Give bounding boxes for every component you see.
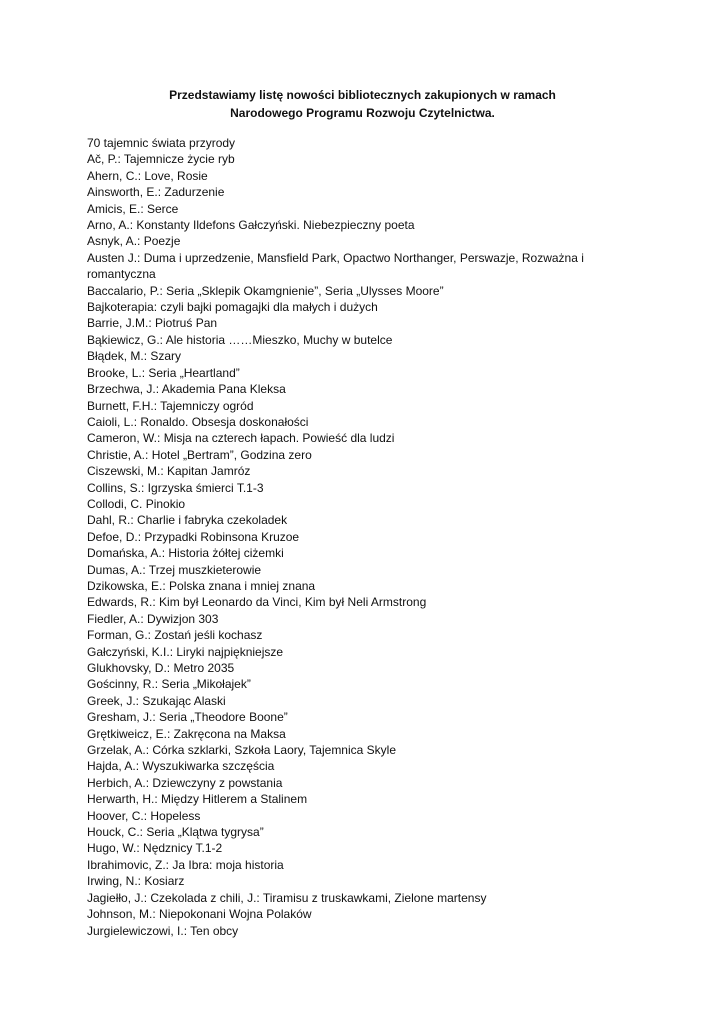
list-item: 70 tajemnic świata przyrody — [87, 136, 236, 150]
list-item: Grzelak, A.: Córka szklarki, Szkoła Laory, Tajemnica Skyle — [87, 743, 396, 758]
list-item: Cameron, W.: Misja na czterech łapach. Powieść dla ludzi — [87, 431, 395, 446]
list-item: Christie, A.: Hotel „Bertram”, Godzina zero — [87, 447, 312, 462]
list-item: Collodi, C. Pinokio — [87, 496, 186, 511]
list-item: Ibrahimovic, Z.: Ja Ibra: moja historia — [87, 857, 284, 872]
heading-line-2: Narodowego Programu Rozwoju Czytelnictwa. — [230, 106, 495, 120]
list-item: Defoe, D.: Przypadki Robinsona Kruzoe — [87, 529, 300, 544]
list-item: Gościnny, R.: Seria „Mikołajek” — [87, 677, 251, 692]
list-item: Fiedler, A.: Dywizjon 303 — [87, 611, 219, 626]
list-item: romantyczna — [87, 267, 156, 282]
list-item: Ainsworth, E.: Zadurzenie — [87, 185, 225, 200]
list-item: Dahl, R.: Charlie i fabryka czekoladek — [87, 513, 288, 528]
list-item: Ciszewski, M.: Kapitan Jamróz — [87, 464, 251, 479]
list-item: Domańska, A.: Historia żółtej ciżemki — [87, 546, 284, 561]
list-item: Baccalario, P.: Seria „Sklepik Okamgnienie”, Seria „Ulysses Moore” — [87, 283, 444, 298]
list-item: Ahern, C.: Love, Rosie — [87, 168, 208, 183]
list-item: Barrie, J.M.: Piotruś Pan — [87, 316, 218, 331]
list-item: Jagiełło, J.: Czekolada z chili, J.: Tiramisu z truskawkami, Zielone martensy — [87, 890, 487, 905]
list-item: Forman, G.: Zostań jeśli kochasz — [87, 628, 263, 643]
list-item: Greek, J.: Szukając Alaski — [87, 693, 226, 708]
page-heading — [0, 86, 725, 122]
list-item: Brooke, L.: Seria „Heartland” — [87, 365, 240, 380]
list-item: Edwards, R.: Kim był Leonardo da Vinci, Kim był Neli Armstrong — [87, 595, 427, 610]
list-item: Gresham, J.: Seria „Theodore Boone” — [87, 710, 288, 725]
list-item: Collins, S.: Igrzyska śmierci T.1-3 — [87, 480, 264, 495]
list-item: Hajda, A.: Wyszukiwarka szczęścia — [87, 759, 275, 774]
list-item: Houck, C.: Seria „Klątwa tygrysa” — [87, 825, 264, 840]
list-item: Bąkiewicz, G.: Ale historia ……Mieszko, Muchy w butelce — [87, 332, 393, 347]
list-item: Burnett, F.H.: Tajemniczy ogród — [87, 398, 254, 413]
list-item: Asnyk, A.: Poezje — [87, 234, 181, 249]
list-item: Grętkiweicz, E.: Zakręcona na Maksa — [87, 726, 286, 741]
list-item: Dzikowska, E.: Polska znana i mniej znana — [87, 578, 316, 593]
list-item: Jurgielewiczowi, I.: Ten obcy — [87, 923, 239, 938]
list-item: Amicis, E.: Serce — [87, 201, 179, 216]
list-item: Gałczyński, K.I.: Liryki najpiękniejsze — [87, 644, 284, 659]
list-item: Austen J.: Duma i uprzedzenie, Mansfield Park, Opactwo Northanger, Perswazje, Rozważna i — [87, 250, 584, 265]
list-item: Arno, A.: Konstanty Ildefons Gałczyński. Niebezpieczny poeta — [87, 218, 415, 233]
list-item: Hugo, W.: Nędznicy T.1-2 — [87, 841, 223, 856]
list-item: Johnson, M.: Niepokonani Wojna Polaków — [87, 907, 312, 922]
heading-line-1: Przedstawiamy listę nowości bibliotecznych zakupionych w ramach — [169, 88, 556, 102]
list-item: Herbich, A.: Dziewczyny z powstania — [87, 775, 283, 790]
list-item: Glukhovsky, D.: Metro 2035 — [87, 661, 235, 675]
list-item: Dumas, A.: Trzej muszkieterowie — [87, 562, 262, 577]
list-item: Błądek, M.: Szary — [87, 349, 182, 364]
list-item: Bajkoterapia: czyli bajki pomagajki dla małych i dużych — [87, 300, 378, 315]
book-list — [87, 135, 637, 939]
list-item: Brzechwa, J.: Akademia Pana Kleksa — [87, 382, 286, 397]
list-item: Ač, P.: Tajemnicze życie ryb — [87, 152, 235, 167]
list-item: Irwing, N.: Kosiarz — [87, 874, 185, 889]
list-item: Hoover, C.: Hopeless — [87, 808, 201, 823]
list-item: Herwarth, H.: Między Hitlerem a Stalinem — [87, 792, 308, 807]
list-item: Caioli, L.: Ronaldo. Obsesja doskonałości — [87, 414, 309, 429]
